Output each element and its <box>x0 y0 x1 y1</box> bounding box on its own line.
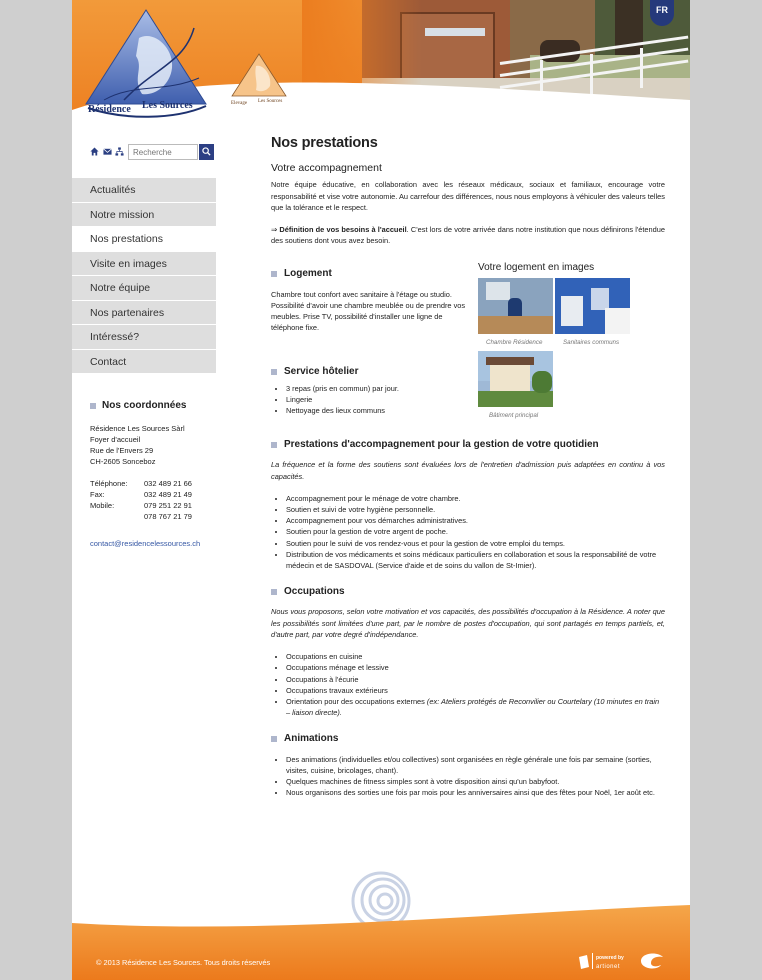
nav-item-visite-en-images[interactable]: Visite en images <box>72 252 216 277</box>
home-icon[interactable] <box>90 147 99 156</box>
address-line: CH-2605 Sonceboz <box>90 457 156 466</box>
address-line: Foyer d'accueil <box>90 435 141 444</box>
nav-item-notre-mission[interactable]: Notre mission <box>72 203 216 228</box>
phone-value: 079 251 22 91 <box>144 501 192 510</box>
coordinates-title: Nos coordonnées <box>90 400 216 411</box>
square-bullet-icon <box>90 403 96 409</box>
powered-by-text: powered by <box>596 955 624 961</box>
gallery-photo-chambre[interactable] <box>478 278 553 334</box>
animations-title: Animations <box>271 733 665 744</box>
animations-list <box>271 754 665 799</box>
phone-label: Fax: <box>90 490 105 499</box>
list-item: • Quelques machines de fitness simples sont à votre disposition ainsi qu'un babyfoot. <box>286 776 665 787</box>
phone-label <box>90 511 144 522</box>
search-icon <box>202 147 211 156</box>
definition-paragraph <box>271 224 665 246</box>
phone-row <box>90 478 216 489</box>
phone-label: Mobile: <box>90 501 115 510</box>
nav-item-interesse[interactable]: Intéressé? <box>72 325 216 350</box>
list-item: • Soutien pour la gestion de votre argent de poche. <box>286 526 665 537</box>
copyright-text: © 2013 Résidence Les Sources. Tous droits réservés <box>96 958 271 967</box>
search-input[interactable] <box>128 144 198 160</box>
nav-item-notre-equipe[interactable]: Notre équipe <box>72 276 216 301</box>
nav-item-nos-prestations[interactable]: Nos prestations <box>72 227 216 252</box>
hotelier-list <box>271 383 471 417</box>
mail-icon[interactable] <box>103 147 112 156</box>
square-bullet-icon <box>271 271 277 277</box>
list-item: • Accompagnement pour vos démarches administratives. <box>286 515 665 526</box>
intro-text: Notre équipe éducative, en collaboration avec les réseaux médicaux, sociaux et familiaux, encourage votre responsabilité et vise votre autonomie. Au carrefour des différences, nous nous employons à véhiculer des valeurs telles que la tolérance et le respect. <box>271 180 665 212</box>
logo-text-2: Les Sources <box>142 100 193 111</box>
list-item: • Distribution de vos médicaments et soins médicaux particuliers en collaboration et sous la responsabilité de votre médecin et de SASDOVAL (Service d'aide et de soins du vallon de St-Imier). <box>286 549 665 571</box>
definition-text: . C'est lors de votre arrivée dans notre institution que nous définirons l'étendue des soutiens dont vous avez besoin. <box>271 225 665 246</box>
list-item: • Soutien pour le suivi de vos rendez-vous et pour la gestion de votre emploi du temps. <box>286 538 665 549</box>
search-button[interactable] <box>199 144 214 160</box>
footer <box>72 905 690 980</box>
list-item: • Des animations (individuelles et/ou collectives) sont organisées en règle générale une fois par semaine (sorties, visites, cuisine, bricolages, chant). <box>286 754 665 776</box>
logo2-text-1: Elevage <box>231 101 248 106</box>
nav-item-nos-partenaires[interactable]: Nos partenaires <box>72 301 216 326</box>
definition-bold: Définition de vos besoins à l'accueil <box>279 225 407 235</box>
list-item: • Soutien et suivi de votre hygiène personnelle. <box>286 504 665 515</box>
logo2-text-2: Les Sources <box>258 99 283 104</box>
square-bullet-icon <box>271 736 277 742</box>
main-nav <box>72 178 216 374</box>
logo-text-1: Résidence <box>88 104 131 115</box>
gallery-photo-batiment[interactable] <box>478 351 553 407</box>
main-content <box>271 135 665 798</box>
logement-title: Logement <box>271 268 471 279</box>
list-item: • Occupations ménage et lessive <box>286 662 665 673</box>
page <box>72 0 690 980</box>
fax-row <box>90 489 216 500</box>
nav-item-actualites[interactable]: Actualités <box>72 178 216 203</box>
list-item: • 3 repas (pris en commun) par jour. <box>286 383 471 394</box>
gallery-caption: Chambre Résidence <box>486 339 543 346</box>
nav-item-contact[interactable]: Contact <box>72 350 216 375</box>
list-item: • Lingerie <box>286 394 471 405</box>
page-title: Nos prestations <box>271 135 378 151</box>
artionet-text: artionet <box>596 964 621 970</box>
square-bullet-icon <box>271 369 277 375</box>
sitemap-icon[interactable] <box>115 147 124 156</box>
address-line: Résidence Les Sources Sàrl <box>90 424 185 433</box>
list-item: • Nous organisons des sorties une fois par mois pour les anniversaires ainsi que des fêtes pour Noël, 1er août etc. <box>286 787 665 798</box>
artionet-logo[interactable] <box>579 951 669 971</box>
accompagnement-title: Prestations d'accompagnement pour la gestion de votre quotidien <box>271 439 665 450</box>
list-item: • Occupations travaux extérieurs <box>286 685 665 696</box>
accompagnement-list <box>271 493 665 571</box>
toolbar <box>90 144 216 160</box>
gallery-photo-sanitaires[interactable] <box>555 278 630 334</box>
list-item: • Accompagnement pour le ménage de votre chambre. <box>286 493 665 504</box>
residence-logo <box>84 8 208 120</box>
contact-email-link[interactable]: contact@residencelessources.ch <box>90 539 201 548</box>
coordinates-block <box>90 400 216 549</box>
address-line: Rue de l'Envers 29 <box>90 446 154 455</box>
mobile-row <box>90 500 216 511</box>
occupations-list <box>271 651 665 718</box>
phone-value: 032 489 21 49 <box>144 490 192 499</box>
occupations-title: Occupations <box>271 586 665 597</box>
list-item: • Nettoyage des lieux communs <box>286 405 471 416</box>
gallery-caption: Sanitaires communs <box>563 339 620 346</box>
phone-value: 078 767 21 79 <box>144 512 192 521</box>
list-item: • Occupations à l'écurie <box>286 674 665 685</box>
gallery-caption: Bâtiment principal <box>489 412 539 419</box>
arrow-icon: ⇒ <box>271 225 278 235</box>
occupations-intro: Nous vous proposons, selon votre motivation et vos capacités, des possibilités d'occupation à la Résidence. A noter que les possibilités sont limitées d'une part, par le nombre de postes d'occupation, qui sont partagés en temps partiels, et, d'autre part, par votre degré d'indépendance. <box>271 607 665 639</box>
square-bullet-icon <box>271 589 277 595</box>
mobile-row-2 <box>90 511 216 522</box>
elevage-logo <box>230 52 288 106</box>
list-item: • Orientation pour des occupations externes (ex: Ateliers protégés de Reconvilier ou Courtelary (10 minutes en train – liaison directe). <box>286 696 665 718</box>
header <box>72 0 690 132</box>
accompagnement-intro: La fréquence et la forme des soutiens sont évaluées lors de l'entretien d'admission puis adaptées en continu à vos capacités. <box>271 460 665 481</box>
phone-label: Téléphone: <box>90 479 128 488</box>
hotelier-title: Service hôtelier <box>271 366 471 377</box>
intro-title: Votre accompagnement <box>271 162 382 175</box>
square-bullet-icon <box>271 442 277 448</box>
logement-text: Chambre tout confort avec sanitaire à l'étage ou studio. Possibilité d'avoir une chambre meublée ou de prendre vos meubles. Prise TV, possibilité d'installer une ligne de téléphone fixe. <box>271 289 466 333</box>
phone-value: 032 489 21 66 <box>144 479 192 488</box>
language-fr-button[interactable]: FR <box>650 0 674 26</box>
gallery-title: Votre logement en images <box>478 262 595 273</box>
list-item: • Occupations en cuisine <box>286 651 665 662</box>
